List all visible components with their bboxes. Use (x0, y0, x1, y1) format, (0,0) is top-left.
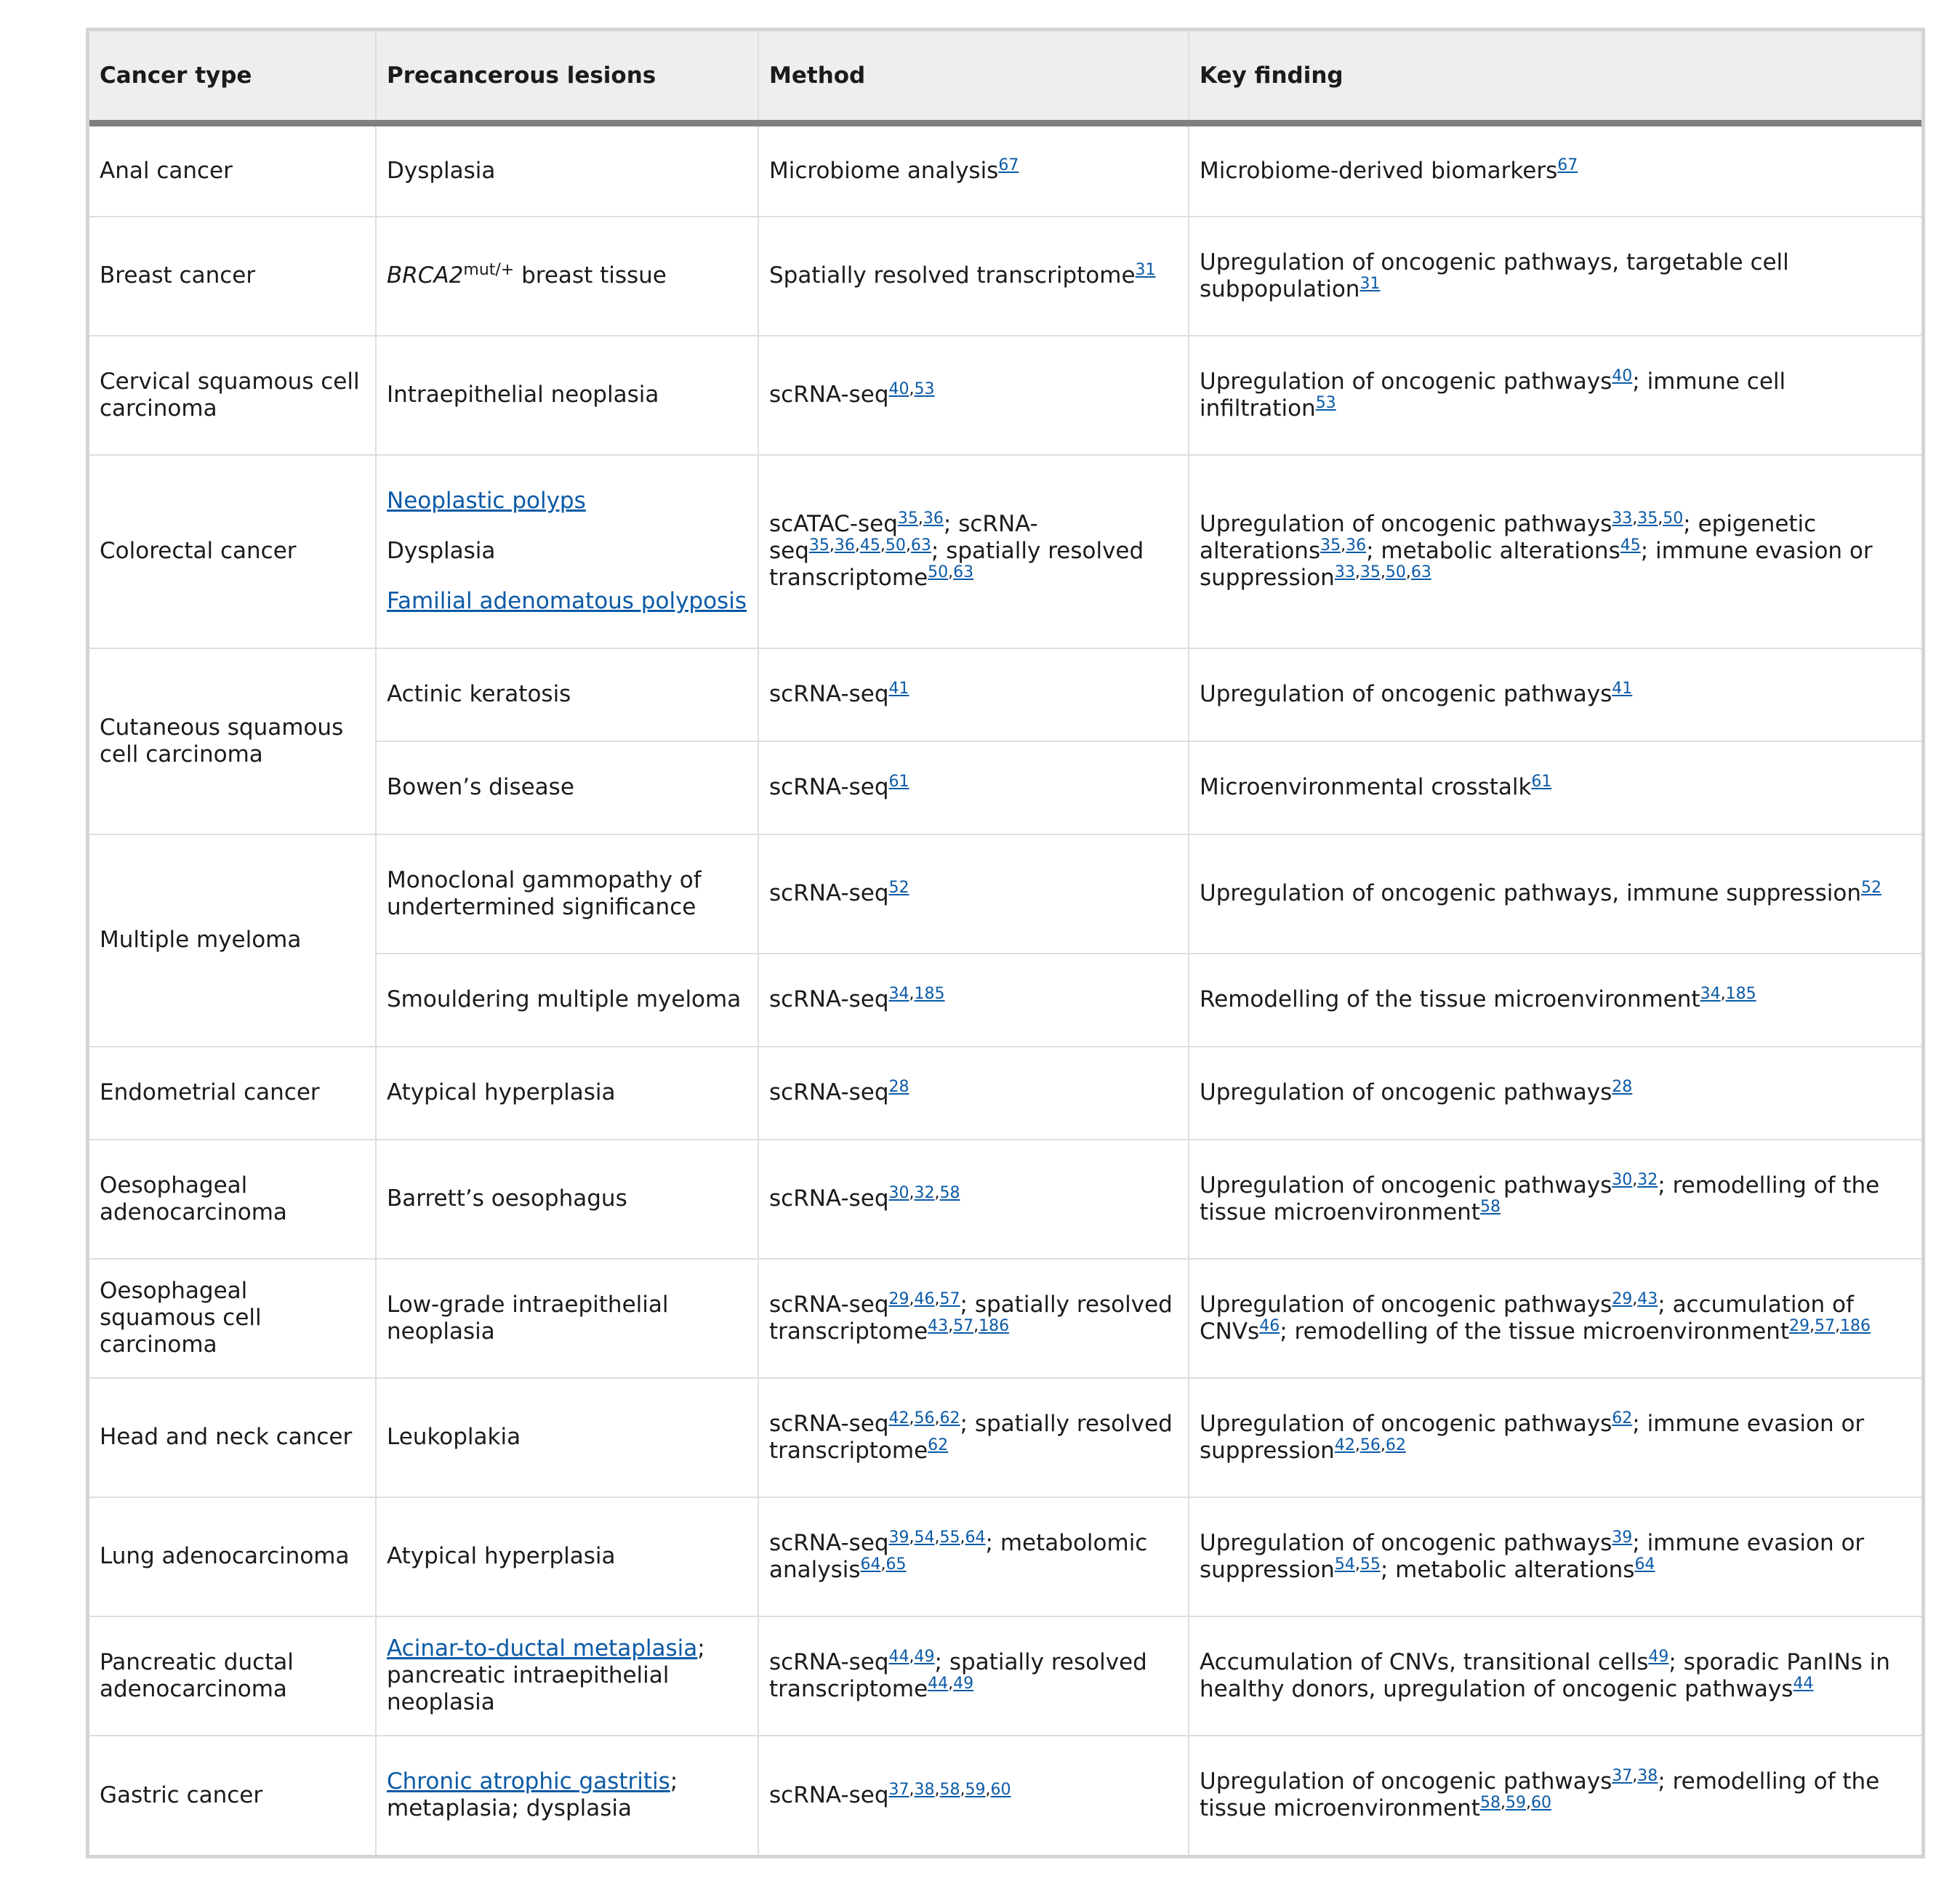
reference-link[interactable]: 38 (1637, 1767, 1658, 1785)
method-text: ; spatially resolved transcriptome (769, 1291, 1173, 1345)
header-method[interactable]: Method (758, 31, 1189, 124)
reference-link[interactable]: 61 (1531, 773, 1552, 791)
reference-link[interactable]: 55 (939, 1528, 960, 1547)
lesion-cell: Actinic keratosis (376, 648, 758, 741)
reference-link[interactable]: 42 (1334, 1435, 1355, 1454)
reference-link[interactable]: 43 (1637, 1289, 1658, 1308)
cancer-type-cell: Pancreatic ductal adenocarcinoma (89, 1616, 376, 1736)
reference-link[interactable]: 49 (914, 1647, 935, 1666)
reference-link[interactable]: 37 (888, 1780, 909, 1799)
reference-link[interactable]: 34 (888, 985, 909, 1003)
finding-text: ; epigenetic alterations (1200, 511, 1817, 564)
finding-text: Microbiome-derived biomarkers (1200, 157, 1558, 184)
ref-separator: , (934, 1780, 940, 1799)
method-text: ; spatially resolved transcriptome (769, 1648, 1147, 1702)
reference-link[interactable]: 35 (1359, 563, 1381, 581)
reference-link[interactable]: 42 (888, 1409, 909, 1427)
reference-link[interactable]: 41 (1612, 680, 1633, 698)
reference-link[interactable]: 36 (834, 536, 855, 555)
reference-link[interactable]: 49 (1648, 1647, 1669, 1666)
method-text: scRNA-seq (769, 382, 889, 408)
reference-link[interactable]: 30 (1612, 1170, 1633, 1189)
ref-separator: , (1810, 1316, 1815, 1335)
method-text: Spatially resolved transcriptome (769, 262, 1136, 289)
gene-name: BRCA2 (387, 262, 464, 289)
reference-link[interactable]: 58 (1479, 1197, 1501, 1216)
table-row (89, 1140, 1921, 1259)
finding-cell (1189, 648, 1921, 741)
lesion-cell: Dysplasia (376, 124, 758, 217)
cancer-type-cell: Gastric cancer (89, 1736, 376, 1855)
finding-text: ; immune cell infiltration (1200, 368, 1786, 422)
table-row (89, 1616, 1921, 1736)
reference-link[interactable]: 35 (897, 509, 918, 528)
reference-link[interactable]: 50 (1385, 563, 1406, 581)
reference-link[interactable]: 185 (914, 985, 945, 1003)
reference-link[interactable]: 55 (1359, 1555, 1381, 1574)
cancer-type-cell: Colorectal cancer (89, 455, 376, 648)
method-cell (758, 1140, 1189, 1259)
cancer-type-cell: Anal cancer (89, 124, 376, 217)
method-cell (758, 1736, 1189, 1855)
finding-text: Upregulation of oncogenic pathways (1200, 1529, 1612, 1556)
reference-link[interactable]: 59 (1505, 1794, 1526, 1812)
method-text: scRNA-seq (769, 681, 889, 707)
lesion-cell (376, 455, 758, 648)
reference-link[interactable]: 46 (1259, 1316, 1280, 1335)
finding-text: Upregulation of oncogenic pathways (1200, 511, 1612, 537)
lesion-cell: Atypical hyperplasia (376, 1497, 758, 1616)
reference-link[interactable]: 33 (1612, 509, 1633, 528)
lesion-text: breast tissue (514, 262, 667, 289)
reference-link[interactable]: 57 (1815, 1316, 1835, 1335)
reference-link[interactable]: 45 (1620, 536, 1641, 555)
method-cell (758, 124, 1189, 217)
table-row (89, 834, 1921, 954)
ref-separator: , (1380, 1435, 1386, 1454)
reference-link[interactable]: 64 (860, 1555, 881, 1574)
ref-separator: , (909, 380, 915, 398)
method-cell (758, 217, 1189, 336)
reference-link[interactable]: 186 (1840, 1316, 1871, 1335)
reference-link[interactable]: 43 (928, 1316, 949, 1335)
method-text: scATAC-seq (769, 511, 898, 537)
reference-link[interactable]: 32 (914, 1184, 935, 1202)
ref-separator: , (1632, 509, 1638, 528)
ref-separator: , (934, 1289, 940, 1308)
method-cell (758, 336, 1189, 455)
method-text: scRNA-seq (769, 1410, 889, 1437)
reference-link[interactable]: 44 (928, 1674, 949, 1693)
finding-cell (1189, 834, 1921, 954)
table-row (89, 1378, 1921, 1497)
finding-cell (1189, 1497, 1921, 1616)
finding-text: Upregulation of oncogenic pathways (1200, 1768, 1612, 1795)
table-row (89, 336, 1921, 455)
cancer-type-cell: Oesophageal adenocarcinoma (89, 1140, 376, 1259)
finding-text: ; accumulation of CNVs (1200, 1291, 1854, 1345)
method-text: scRNA-seq (769, 1079, 889, 1105)
reference-link[interactable]: 40 (1612, 366, 1633, 385)
finding-cell (1189, 1140, 1921, 1259)
lesion-cell: Low-grade intraepithelial neoplasia (376, 1259, 758, 1378)
lesion-cell: Barrett’s oesophagus (376, 1140, 758, 1259)
reference-link[interactable]: 35 (808, 536, 830, 555)
lesion-link-neoplastic-polyps[interactable]: Neoplastic polyps (387, 488, 586, 514)
reference-link[interactable]: 54 (914, 1528, 935, 1547)
reference-link[interactable]: 28 (888, 1078, 909, 1096)
cancer-type-cell: Cervical squamous cell carcinoma (89, 336, 376, 455)
finding-text: ; remodelling of the tissue microenvironment (1200, 1172, 1880, 1225)
ref-separator: , (909, 1780, 915, 1799)
reference-link[interactable]: 33 (1334, 563, 1355, 581)
lesion-cell: Bowen’s disease (376, 741, 758, 834)
finding-cell (1189, 1616, 1921, 1736)
method-text: ; spatially resolved transcriptome (769, 538, 1144, 591)
finding-cell (1189, 124, 1921, 217)
lesion-text: Dysplasia (387, 538, 496, 564)
reference-link[interactable]: 52 (1861, 879, 1882, 897)
method-cell (758, 1497, 1189, 1616)
ref-separator: , (917, 509, 923, 528)
method-text: scRNA-seq (769, 1291, 889, 1318)
lesion-text: ; metaplasia; dysplasia (387, 1768, 678, 1821)
finding-text: ; immune evasion or suppression (1200, 1529, 1865, 1583)
reference-link[interactable]: 40 (888, 380, 909, 398)
finding-cell (1189, 1378, 1921, 1497)
finding-text: ; immune evasion or suppression (1200, 1410, 1865, 1464)
method-text: scRNA-seq (769, 1185, 889, 1212)
reference-link[interactable]: 62 (1612, 1409, 1633, 1427)
ref-separator: , (960, 1780, 965, 1799)
reference-link[interactable]: 28 (1612, 1078, 1633, 1096)
finding-cell (1189, 336, 1921, 455)
ref-separator: , (909, 1184, 915, 1202)
ref-separator: , (909, 1409, 915, 1427)
reference-link[interactable]: 29 (1789, 1316, 1810, 1335)
ref-separator: , (880, 536, 885, 555)
method-text: scRNA-seq (769, 1529, 889, 1556)
method-cell (758, 954, 1189, 1047)
finding-cell (1189, 455, 1921, 648)
reference-link[interactable]: 52 (888, 879, 909, 897)
reference-link[interactable]: 62 (1385, 1435, 1406, 1454)
reference-link[interactable]: 44 (888, 1647, 909, 1666)
lesion-cell: Leukoplakia (376, 1378, 758, 1497)
finding-text: ; sporadic PanINs in healthy donors, upregulation of oncogenic pathways (1200, 1648, 1890, 1702)
lesion-cell (376, 217, 758, 336)
ref-separator: , (880, 1555, 886, 1574)
ref-separator: , (934, 1528, 940, 1547)
precancer-table-container (86, 28, 1925, 1858)
lesion-cell: Intraepithelial neoplasia (376, 336, 758, 455)
method-text: scRNA-seq (769, 774, 889, 800)
reference-link[interactable]: 50 (885, 536, 906, 555)
reference-link[interactable]: 35 (1637, 509, 1658, 528)
method-text: ; spatially resolved transcriptome (769, 1410, 1173, 1464)
reference-link[interactable]: 29 (1612, 1289, 1633, 1308)
method-text: ; scRNA-seq (769, 511, 1038, 564)
ref-separator: , (1354, 1555, 1360, 1574)
ref-separator: , (905, 536, 911, 555)
finding-cell (1189, 1047, 1921, 1140)
ref-separator: , (1632, 1767, 1638, 1785)
reference-link[interactable]: 63 (1410, 563, 1431, 581)
header-key-finding[interactable]: Key finding (1189, 31, 1921, 124)
reference-link[interactable]: 50 (1663, 509, 1684, 528)
ref-separator: , (948, 1316, 954, 1335)
table-row (89, 1259, 1921, 1378)
reference-link[interactable]: 56 (1359, 1435, 1381, 1454)
ref-separator: , (1632, 1170, 1638, 1189)
method-text: scRNA-seq (769, 880, 889, 906)
reference-link[interactable]: 58 (939, 1780, 960, 1799)
ref-separator: , (1525, 1794, 1531, 1812)
ref-separator: , (1835, 1316, 1840, 1335)
method-text: Microbiome analysis (769, 157, 999, 184)
finding-cell (1189, 217, 1921, 336)
finding-text: Upregulation of oncogenic pathways, targetable cell subpopulation (1200, 249, 1789, 302)
ref-separator: , (1500, 1794, 1506, 1812)
reference-link[interactable]: 44 (1793, 1674, 1814, 1693)
table-row (89, 124, 1921, 217)
cancer-type-cell: Multiple myeloma (89, 834, 376, 1047)
lesion-cell: Monoclonal gammopathy of undertermined significance (376, 834, 758, 954)
finding-text: Upregulation of oncogenic pathways (1200, 1410, 1612, 1437)
header-precancerous-lesions[interactable]: Precancerous lesions (376, 31, 758, 124)
method-cell (758, 455, 1189, 648)
table-row (89, 648, 1921, 741)
reference-link[interactable]: 38 (914, 1780, 935, 1799)
reference-link[interactable]: 64 (1634, 1555, 1655, 1574)
method-cell (758, 1616, 1189, 1736)
reference-link[interactable]: 31 (1359, 274, 1381, 293)
ref-separator: , (934, 1409, 940, 1427)
header-cancer-type[interactable]: Cancer type (89, 31, 376, 124)
ref-separator: , (934, 1184, 940, 1202)
table-row (89, 1047, 1921, 1140)
finding-text: Upregulation of oncogenic pathways (1200, 681, 1612, 707)
ref-separator: , (1380, 563, 1386, 581)
reference-link[interactable]: 39 (1612, 1528, 1633, 1547)
finding-text: ; immune evasion or suppression (1200, 538, 1873, 591)
reference-link[interactable]: 39 (888, 1528, 909, 1547)
method-text: scRNA-seq (769, 986, 889, 1012)
method-cell (758, 741, 1189, 834)
ref-separator: , (985, 1780, 991, 1799)
ref-separator: , (829, 536, 835, 555)
lesion-link-familial-adenomatous-polyposis[interactable]: Familial adenomatous polyposis (387, 588, 747, 614)
reference-link[interactable]: 60 (990, 1780, 1011, 1799)
reference-link[interactable]: 63 (953, 563, 974, 581)
lesion-cell: Smouldering multiple myeloma (376, 954, 758, 1047)
cancer-type-cell: Head and neck cancer (89, 1378, 376, 1497)
ref-separator: , (909, 1289, 915, 1308)
finding-text: Upregulation of oncogenic pathways (1200, 1079, 1612, 1105)
reference-link[interactable]: 61 (888, 773, 909, 791)
reference-link[interactable]: 53 (1315, 393, 1336, 412)
ref-separator: , (948, 563, 954, 581)
reference-link[interactable]: 62 (928, 1435, 949, 1454)
reference-link[interactable]: 185 (1725, 985, 1756, 1003)
reference-link[interactable]: 63 (910, 536, 931, 555)
precancer-table (89, 31, 1921, 1855)
ref-separator: , (948, 1674, 954, 1693)
finding-cell (1189, 1259, 1921, 1378)
reference-link[interactable]: 30 (888, 1184, 909, 1202)
reference-link[interactable]: 37 (1612, 1767, 1633, 1785)
reference-link[interactable]: 36 (923, 509, 944, 528)
method-text: scRNA-seq (769, 1648, 889, 1675)
method-cell (758, 1047, 1189, 1140)
reference-link[interactable]: 64 (965, 1528, 986, 1547)
table-row (89, 1736, 1921, 1855)
finding-cell (1189, 741, 1921, 834)
method-cell (758, 648, 1189, 741)
lesion-cell (376, 1736, 758, 1855)
reference-link[interactable]: 49 (953, 1674, 974, 1693)
finding-text: Upregulation of oncogenic pathways (1200, 368, 1612, 395)
reference-link[interactable]: 32 (1637, 1170, 1658, 1189)
finding-text: Upregulation of oncogenic pathways (1200, 1291, 1612, 1318)
cancer-type-cell: Lung adenocarcinoma (89, 1497, 376, 1616)
ref-separator: , (909, 1528, 915, 1547)
reference-link[interactable]: 53 (914, 380, 935, 398)
ref-separator: , (1632, 1289, 1638, 1308)
finding-text: ; metabolic alterations (1380, 1556, 1635, 1583)
reference-link[interactable]: 186 (979, 1316, 1010, 1335)
ref-separator: , (854, 536, 860, 555)
reference-link[interactable]: 50 (928, 563, 949, 581)
reference-link[interactable]: 46 (914, 1289, 935, 1308)
reference-link[interactable]: 41 (888, 680, 909, 698)
reference-link[interactable]: 60 (1530, 1794, 1551, 1812)
genotype-superscript: mut/+ (463, 261, 515, 279)
ref-separator: , (1405, 563, 1411, 581)
lesion-link-chronic-atrophic-gastritis[interactable]: Chronic atrophic gastritis (387, 1768, 670, 1795)
cancer-type-cell: Endometrial cancer (89, 1047, 376, 1140)
reference-link[interactable]: 62 (939, 1409, 960, 1427)
finding-cell (1189, 954, 1921, 1047)
finding-text: Remodelling of the tissue microenvironment (1200, 986, 1700, 1012)
reference-link[interactable]: 34 (1700, 985, 1721, 1003)
cancer-type-cell: Breast cancer (89, 217, 376, 336)
cancer-type-cell: Oesophageal squamous cell carcinoma (89, 1259, 376, 1378)
finding-text: Upregulation of oncogenic pathways, immune suppression (1200, 880, 1862, 906)
reference-link[interactable]: 65 (885, 1555, 907, 1574)
lesion-cell: Atypical hyperplasia (376, 1047, 758, 1140)
lesion-text: ; pancreatic intraepithelial neoplasia (387, 1635, 705, 1715)
table-row (89, 217, 1921, 336)
method-cell (758, 1259, 1189, 1378)
reference-link[interactable]: 67 (998, 156, 1019, 174)
finding-text: Microenvironmental crosstalk (1200, 774, 1532, 800)
reference-link[interactable]: 57 (939, 1289, 960, 1308)
finding-text: Upregulation of oncogenic pathways (1200, 1172, 1612, 1199)
method-cell (758, 834, 1189, 954)
ref-separator: , (1720, 985, 1726, 1003)
reference-link[interactable]: 57 (953, 1316, 974, 1335)
finding-cell (1189, 1736, 1921, 1855)
reference-link[interactable]: 29 (888, 1289, 909, 1308)
reference-link[interactable]: 67 (1557, 156, 1578, 174)
reference-link[interactable]: 58 (1479, 1794, 1501, 1812)
finding-text: ; remodelling of the tissue microenvironment (1280, 1318, 1789, 1345)
table-header-row (89, 31, 1921, 124)
ref-separator: , (1354, 563, 1360, 581)
method-text: ; metabolomic analysis (769, 1529, 1148, 1583)
reference-link[interactable]: 36 (1346, 536, 1367, 555)
reference-link[interactable]: 54 (1334, 1555, 1355, 1574)
ref-separator: , (909, 985, 915, 1003)
ref-separator: , (909, 1647, 915, 1666)
ref-separator: , (1354, 1435, 1360, 1454)
cancer-type-cell: Cutaneous squamous cell carcinoma (89, 648, 376, 834)
reference-link[interactable]: 45 (859, 536, 880, 555)
reference-link[interactable]: 59 (965, 1780, 986, 1799)
ref-separator: , (973, 1316, 979, 1335)
reference-link[interactable]: 56 (914, 1409, 935, 1427)
ref-separator: , (960, 1528, 965, 1547)
finding-text: ; metabolic alterations (1366, 538, 1620, 564)
finding-text: Accumulation of CNVs, transitional cells (1200, 1648, 1649, 1675)
reference-link[interactable]: 31 (1135, 261, 1156, 279)
reference-link[interactable]: 58 (939, 1184, 960, 1202)
ref-separator: , (1658, 509, 1663, 528)
finding-text: ; remodelling of the tissue microenvironment (1200, 1768, 1880, 1821)
method-text: scRNA-seq (769, 1781, 889, 1808)
lesion-link-acinar-to-ductal-metaplasia[interactable]: Acinar-to-ductal metaplasia (387, 1635, 698, 1662)
method-cell (758, 1378, 1189, 1497)
ref-separator: , (1341, 536, 1346, 555)
table-row (89, 455, 1921, 648)
table-row (89, 1497, 1921, 1616)
reference-link[interactable]: 35 (1320, 536, 1341, 555)
lesion-cell (376, 1616, 758, 1736)
